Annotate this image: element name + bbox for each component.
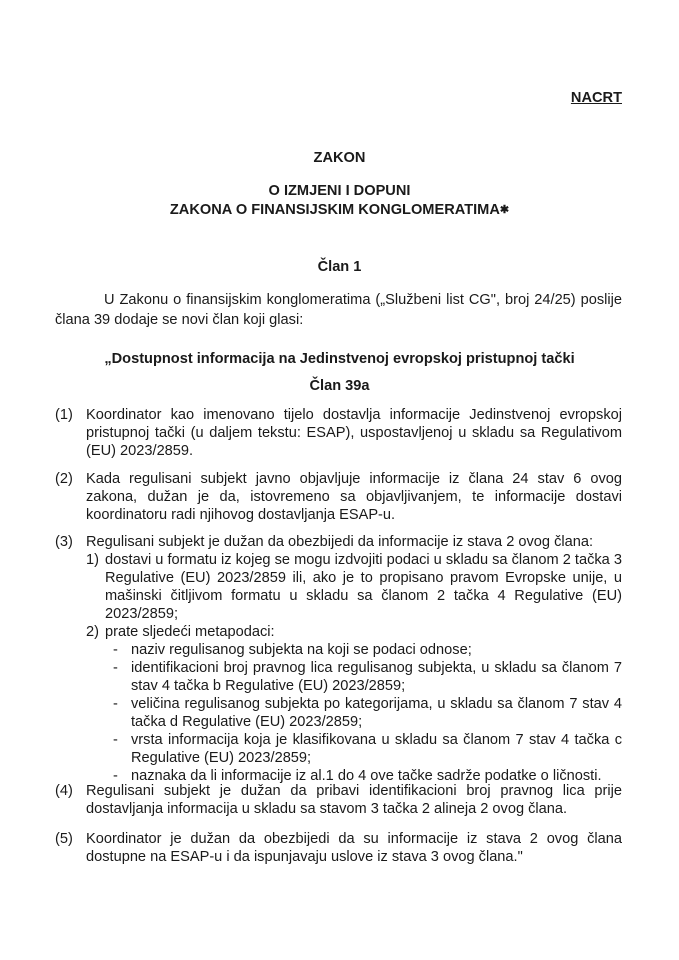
metadata-item (105, 641, 622, 659)
metadata-item (105, 695, 622, 731)
dash-bullet: - (113, 642, 118, 658)
paragraph-number: (1) (55, 407, 73, 423)
metadata-text: naznaka da li informacije iz al.1 do 4 ove tačke sadrže podatke o ličnosti. (131, 768, 602, 784)
point-number: 1) (86, 552, 99, 568)
document-title: ZAKON (313, 150, 366, 166)
article-1-heading: Član 1 (317, 259, 362, 275)
section-heading: „Dostupnost informacija na Jedinstvenoj evropskoj pristupnoj tački (104, 351, 575, 367)
metadata-item (105, 731, 622, 767)
metadata-text: vrsta informacija koja je klasifikovana u skladu sa članom 7 stav 4 tačka c Regulative (EU) 2023/2859; (131, 732, 622, 766)
paragraph-text: Koordinator je dužan da obezbijedi da su informacije iz stava 2 ovog člana dostupne na ESAP-u i da ispunjavaju uslove iz stava 3 ovog člana." (86, 831, 622, 865)
paragraph-5 (55, 830, 622, 866)
paragraph-text: Regulisani subjekt je dužan da obezbijedi da informacije iz stava 2 ovog člana: (86, 534, 594, 550)
article-1-intro-line2: člana 39 dodaje se novi član koji glasi: (55, 312, 304, 328)
metadata-text: identifikacioni broj pravnog lica regulisanog subjekta, u skladu sa članom 7 stav 4 tačka b Regulative (EU) 2023/2859; (131, 660, 622, 694)
article-1-intro-line1: U Zakonu o finansijskim konglomeratima („Službeni list CG", broj 24/25) poslije (104, 292, 622, 308)
paragraph-4 (55, 782, 622, 818)
paragraph-number: (5) (55, 831, 73, 847)
point-1 (86, 551, 622, 623)
metadata-text: naziv regulisanog subjekta na koji se podaci odnose; (131, 642, 472, 658)
paragraph-3 (55, 533, 622, 785)
paragraph-number: (2) (55, 471, 73, 487)
metadata-item (105, 659, 622, 695)
document-subtitle-2 (0, 201, 679, 219)
dash-bullet: - (113, 732, 118, 748)
paragraph-text: Koordinator kao imenovano tijelo dostavlja informacije Jedinstvenoj evropskoj pristupnoj tački (u daljem tekstu: ESAP), uspostavljenoj u skladu sa Regulativom (EU) 2023/2859. (86, 407, 622, 459)
dash-bullet: - (113, 696, 118, 712)
paragraph-2 (55, 470, 622, 524)
subtitle-text: ZAKONA O FINANSIJSKIM KONGLOMERATIMA (169, 202, 500, 218)
paragraph-1 (55, 406, 622, 460)
point-2 (86, 623, 622, 641)
point-text: prate sljedeći metapodaci: (105, 624, 275, 640)
paragraph-text: Regulisani subjekt je dužan da pribavi identifikacioni broj pravnog lica prije dostavljanja informacija u skladu sa stavom 3 tačka 2 alineja 2 ovog člana. (86, 783, 622, 817)
metadata-text: veličina regulisanog subjekta po kategorijama, u skladu sa članom 7 stav 4 tačka d Regulative (EU) 2023/2859; (131, 696, 622, 730)
point-number: 2) (86, 624, 99, 640)
point-text: dostavi u formatu iz kojeg se mogu izdvojiti podaci u skladu sa članom 2 tačka 3 Regulative (EU) 2023/2859 ili, ako je to propisano pravom Evropske unije, u mašinski čitljivom formatu u skladu sa članom 2 tačka 4 Regulative (EU) 2023/2859; (105, 552, 622, 622)
article-39a-heading: Član 39a (309, 378, 370, 394)
paragraph-number: (3) (55, 534, 73, 550)
document-subtitle-1: O IZMJENI I DOPUNI (268, 183, 411, 199)
footnote-marker: ✱ (499, 204, 510, 216)
paragraph-number: (4) (55, 783, 73, 799)
dash-bullet: - (113, 768, 118, 784)
draft-label: NACRT (570, 90, 622, 106)
dash-bullet: - (113, 660, 118, 676)
paragraph-text: Kada regulisani subjekt javno objavljuje informacije iz člana 24 stav 6 ovog zakona, dužan je da, istovremeno sa objavljivanjem, te informacije dostavi koordinatoru radi njihovog dostavljanja ESAP-u. (86, 471, 622, 523)
